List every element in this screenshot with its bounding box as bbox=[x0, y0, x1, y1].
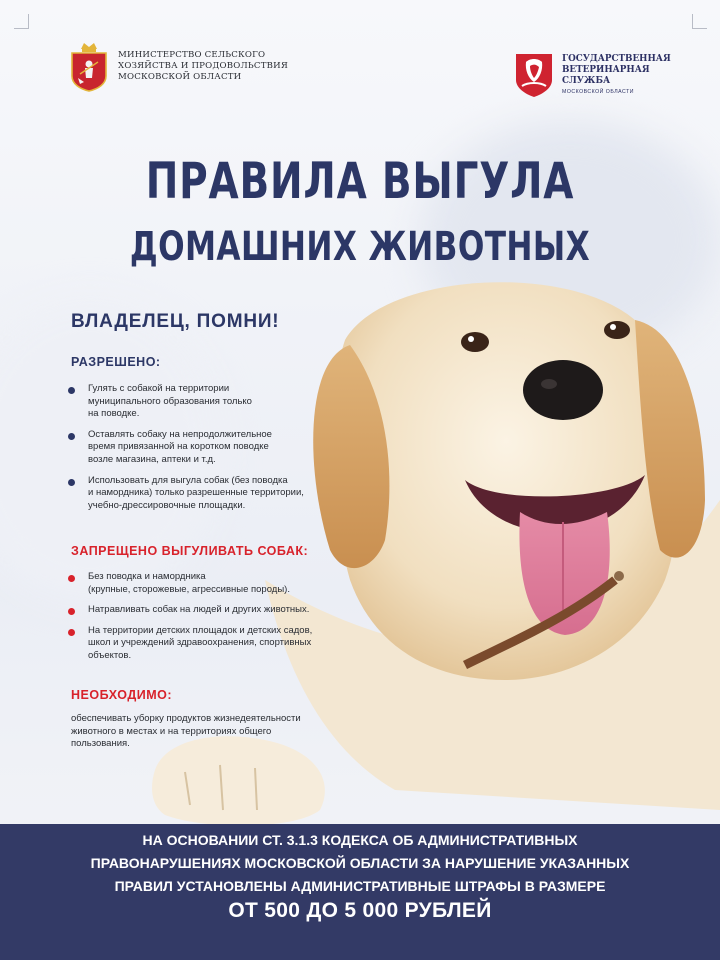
vet-service-block bbox=[512, 48, 671, 98]
bullet-icon bbox=[68, 575, 75, 582]
forbidden-list bbox=[68, 571, 368, 671]
ministry-block bbox=[68, 40, 308, 92]
list-item bbox=[68, 429, 368, 467]
vet-service-logo-icon bbox=[512, 48, 556, 98]
needed-line: обеспечивать уборку продуктов жизнедеятельности bbox=[71, 713, 301, 724]
needed-line: животного в местах и на территориях общего bbox=[71, 725, 272, 737]
ministry-line: МИНИСТЕРСТВО СЕЛЬСКОГО bbox=[118, 49, 266, 60]
footer-line: НА ОСНОВАНИИ СТ. 3.1.3 КОДЕКСА ОБ АДМИНИСТРАТИВНЫХ bbox=[142, 832, 578, 848]
rule-line: объектов. bbox=[88, 649, 132, 661]
rule-line: Использовать для выгула собак (без поводка bbox=[88, 474, 288, 486]
needed-line: пользования. bbox=[71, 738, 130, 750]
ministry-name bbox=[118, 50, 308, 83]
forbidden-heading: ЗАПРЕЩЕНО ВЫГУЛИВАТЬ СОБАК: bbox=[71, 544, 309, 558]
rule-line: Без поводка и намордника bbox=[88, 571, 206, 582]
bullet-icon bbox=[68, 479, 75, 486]
rule-line: время привязанной на коротком поводке bbox=[88, 441, 269, 453]
rule-line: муниципального образования только bbox=[88, 395, 252, 407]
page-subtitle: ДОМАШНИХ ЖИВОТНЫХ bbox=[129, 224, 591, 270]
bullet-icon bbox=[68, 629, 75, 636]
vet-service-name bbox=[562, 54, 671, 95]
rule-line: На территории детских площадок и детских садов, bbox=[88, 624, 313, 636]
needed-heading: НЕОБХОДИМО: bbox=[71, 688, 173, 702]
crop-mark bbox=[692, 14, 707, 29]
owner-heading: ВЛАДЕЛЕЦ, ПОМНИ! bbox=[71, 311, 280, 332]
page-title: ПРАВИЛА ВЫГУЛА bbox=[145, 152, 575, 210]
vet-line: ВЕТЕРИНАРНАЯ bbox=[562, 65, 650, 75]
rule-line: Гулять с собакой на территории bbox=[88, 383, 230, 394]
rule-line: возле магазина, аптеки и т.д. bbox=[88, 453, 216, 465]
allowed-heading: РАЗРЕШЕНО: bbox=[71, 355, 161, 369]
allowed-list bbox=[68, 383, 368, 520]
bullet-icon bbox=[68, 387, 75, 394]
list-item bbox=[68, 604, 368, 617]
fine-amount: ОТ 500 ДО 5 000 РУБЛЕЙ bbox=[228, 899, 492, 922]
rule-line: Натравливать собак на людей и других животных. bbox=[88, 604, 310, 616]
needed-text bbox=[71, 713, 371, 751]
list-item bbox=[68, 475, 368, 513]
ministry-line: МОСКОВСКОЙ ОБЛАСТИ bbox=[118, 71, 242, 82]
vet-line: ГОСУДАРСТВЕННАЯ bbox=[562, 54, 671, 64]
vet-region: МОСКОВСКОЙ ОБЛАСТИ bbox=[562, 89, 634, 95]
rule-line: учебно-дрессировочные площадки. bbox=[88, 499, 246, 511]
list-item bbox=[68, 383, 368, 421]
bullet-icon bbox=[68, 433, 75, 440]
rule-line: школ и учреждений здравоохранения, спортивных bbox=[88, 637, 312, 649]
list-item bbox=[68, 571, 368, 596]
coat-of-arms-icon bbox=[68, 40, 110, 92]
bullet-icon bbox=[68, 608, 75, 615]
footer-line: ПРАВОНАРУШЕНИЯХ МОСКОВСКОЙ ОБЛАСТИ ЗА НАРУШЕНИЕ УКАЗАННЫХ bbox=[90, 855, 630, 871]
rule-line: Оставлять собаку на непродолжительное bbox=[88, 428, 272, 440]
vet-line: СЛУЖБА bbox=[562, 76, 611, 86]
rule-line: и намордника) только разрешенные территории, bbox=[88, 487, 304, 499]
rule-line: на поводке. bbox=[88, 408, 140, 420]
list-item bbox=[68, 625, 368, 663]
footer-line: ПРАВИЛ УСТАНОВЛЕНЫ АДМИНИСТРАТИВНЫЕ ШТРАФЫ В РАЗМЕРЕ bbox=[114, 878, 606, 894]
rule-line: (крупные, сторожевые, агрессивные породы). bbox=[88, 583, 290, 595]
ministry-line: ХОЗЯЙСТВА И ПРОДОВОЛЬСТВИЯ bbox=[118, 60, 288, 71]
crop-mark bbox=[14, 14, 29, 29]
